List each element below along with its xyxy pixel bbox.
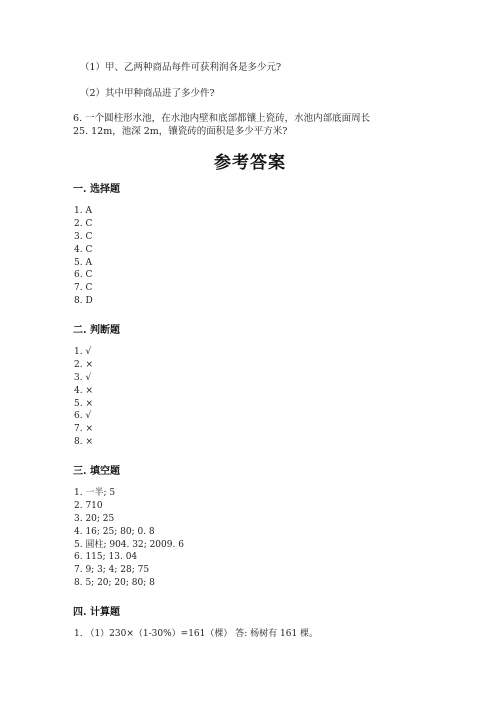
answer-list-fill-in xyxy=(74,487,184,590)
question-5-part-2: （2）其中甲种商品进了多少件? xyxy=(80,88,215,99)
answer-item: 1. （1）230×（1-30%）=161（棵） 答: 杨树有 161 棵。 xyxy=(74,629,319,639)
question-6-line-2: 25. 12m，池深 2m，镶瓷砖的面积是多少平方米? xyxy=(73,126,288,137)
answer-item: 3. C xyxy=(74,231,93,242)
answer-list-judgement xyxy=(74,346,93,449)
answer-item: 8. × xyxy=(74,437,93,448)
answer-item: 2. 710 xyxy=(74,500,103,511)
section-title-choice: 一. 选择题 xyxy=(73,184,120,195)
answer-item: 4. × xyxy=(74,385,93,396)
answer-item: 2. C xyxy=(74,218,93,229)
answer-item: 1. 一半; 5 xyxy=(74,488,116,498)
answer-item: 1. A xyxy=(74,206,92,216)
answer-key-title: 参考答案 xyxy=(214,153,286,173)
answer-item: 7. C xyxy=(74,283,93,294)
question-6-line-1: 6. 一个圆柱形水池，在水池内壁和底部都镶上瓷砖，水池内部底面周长 xyxy=(73,113,371,124)
answer-item: 3. √ xyxy=(74,372,92,383)
answer-item: 5. 圆柱; 904. 32; 2009. 6 xyxy=(74,539,184,550)
answer-item: 6. √ xyxy=(74,411,92,422)
section-title-judgement: 二. 判断题 xyxy=(73,325,120,336)
answer-item: 5. A xyxy=(74,257,92,268)
answer-item: 3. 20; 25 xyxy=(74,513,115,524)
answer-item: 5. × xyxy=(74,398,93,409)
answer-item: 4. 16; 25; 80; 0. 8 xyxy=(74,526,155,537)
answer-item: 7. 9; 3; 4; 28; 75 xyxy=(74,565,150,576)
answer-item: 6. C xyxy=(74,270,93,281)
answer-item: 2. × xyxy=(74,359,93,370)
section-title-calculation: 四. 计算题 xyxy=(73,607,120,618)
answer-item: 1. √ xyxy=(74,347,92,357)
answer-item: 8. 5; 20; 20; 80; 8 xyxy=(74,578,155,589)
section-title-fill-in: 三. 填空题 xyxy=(73,466,120,477)
answer-item: 7. × xyxy=(74,424,93,435)
answer-list-calculation xyxy=(74,628,318,641)
answer-item: 4. C xyxy=(74,244,93,255)
answer-list-choice xyxy=(74,205,93,308)
question-5-part-1: （1）甲、乙两种商品每件可获利润各是多少元? xyxy=(80,62,282,73)
answer-item: 6. 115; 13. 04 xyxy=(74,552,138,563)
answer-item: 8. D xyxy=(74,296,93,307)
